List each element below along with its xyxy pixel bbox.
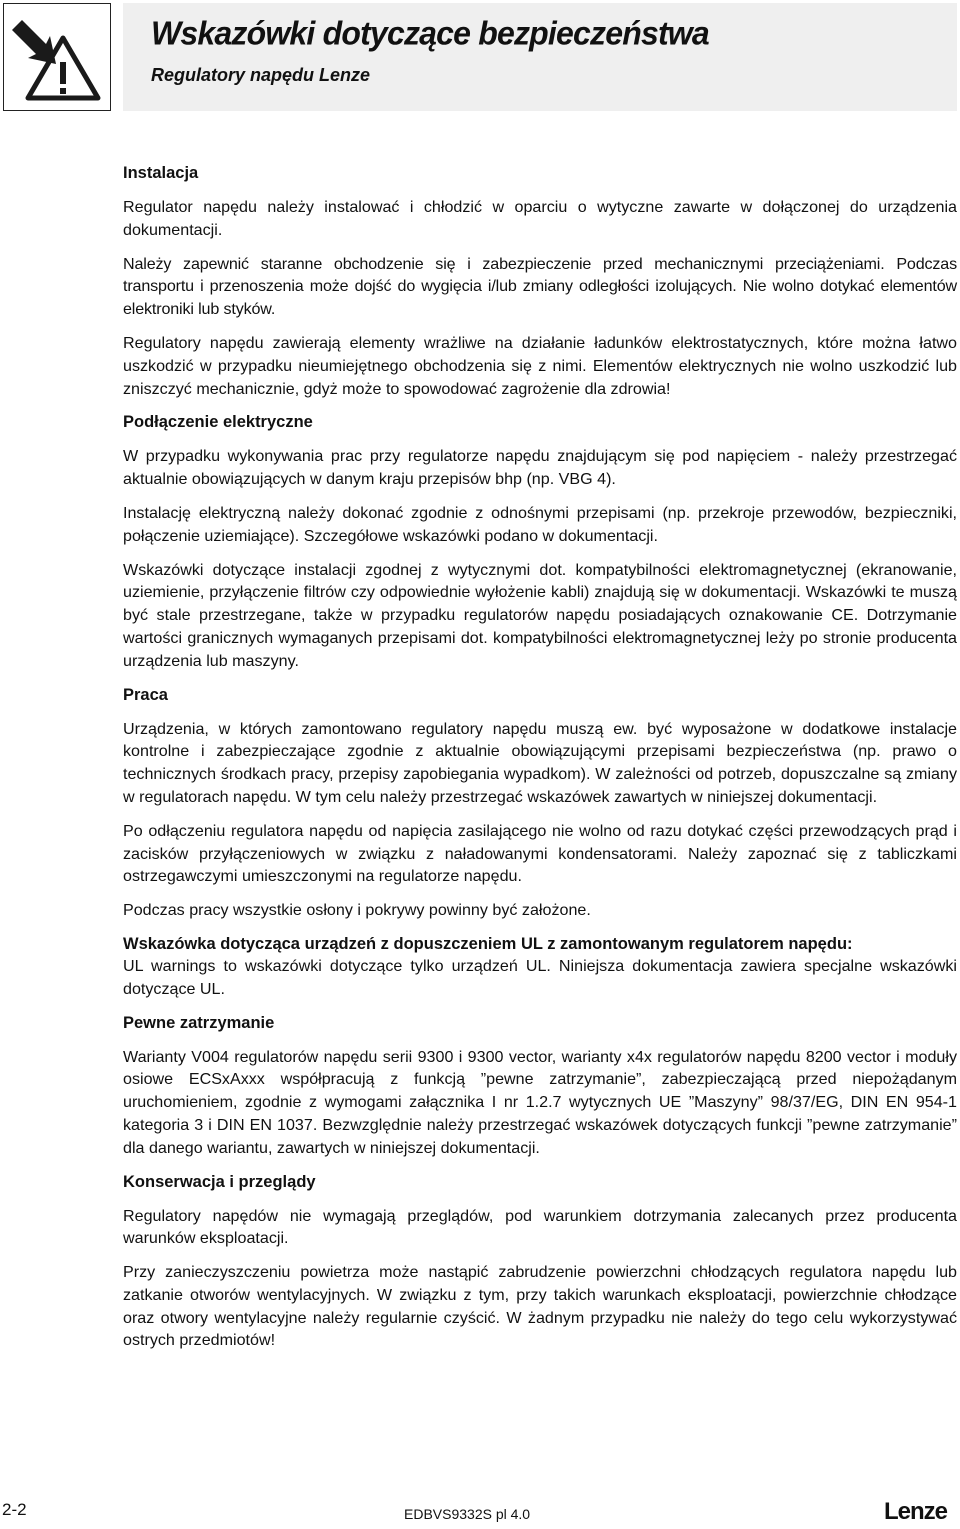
warning-arrow-icon	[3, 3, 111, 111]
heading-instalacja: Instalacja	[123, 164, 199, 182]
document-body	[123, 162, 957, 1363]
heading-ul: Wskazówka dotycząca urządzeń z dopuszczeniem UL z zamontowanym regulatorem napędu:	[123, 934, 853, 953]
paragraph: UL warnings to wskazówki dotyczące tylko urządzeń UL. Niniejsza dokumentacja zawiera specjalne wskazówki dotyczące UL.	[123, 956, 957, 998]
paragraph: Po odłączeniu regulatora napędu od napięcia zasilającego nie wolno od razu dotykać części przewodzących prąd i zacisków przyłączeniowych w związku z naładowanymi kondensatorami. Należy zapoznać się z tabliczkami ostrzegawczymi umieszczonymi na regulatorze napędu.	[123, 821, 957, 886]
page-subtitle: Regulatory napędu Lenze	[151, 65, 371, 85]
paragraph: Wskazówki dotyczące instalacji zgodnej z wytycznymi dot. kompatybilności elektromagnetycznej (ekranowanie, uziemienie, przyłączenie filtrów czy odpowiednie wyłożenie kabli) znajdują się w dokumentacji. Wskazówki te muszą być stale przestrzegane, także w przypadku regulatorów napędu posiadających oznakowanie CE. Dotrzymanie wartości granicznych wymaganych przepisami dot. kompatybilności elektromagnetycznej leży po stronie producenta urządzenia lub maszyny.	[123, 560, 957, 670]
heading-praca: Praca	[123, 685, 168, 704]
paragraph: Regulatory napędów nie wymagają przeglądów, pod warunkiem dotrzymania zalecanych przez producenta warunków eksploatacji.	[123, 1206, 957, 1248]
paragraph: Urządzenia, w których zamontowano regulatory napędu muszą ew. być wyposażone w dodatkowe instalacje kontrolne i zabezpieczające zgodnie z aktualnie obowiązującymi przepisami bezpieczeństwa (np. prawo o technicznych środkach pracy, przepisy zapobiegania wypadkom). W zależności od potrzeb, dopuszczalne są zmiany w regulatorach napędu. W tym celu należy przestrzegać wskazówek zawartych w niniejszej dokumentacji.	[123, 719, 957, 806]
paragraph: Przy zanieczyszczeniu powietrza może nastąpić zabrudzenie powierzchni chłodzących regulatora napędu lub zatkanie otworów wentylacyjnych. W związku z tym, przy takich warunkach eksploatacji, powierzchnie chłodzące oraz otwory wentylacyjne należy regularnie czyścić. W żadnym przypadku nie należy do tego celu wykorzystywać ostrych przedmiotów!	[123, 1263, 957, 1350]
heading-podlaczenie: Podłączenie elektryczne	[123, 413, 313, 432]
lenze-logo: Lenze	[884, 1498, 948, 1525]
page-number: 2-2	[2, 1500, 27, 1519]
paragraph: W przypadku wykonywania prac przy regulatorze napędu znajdującym się pod napięciem - należy przestrzegać aktualnie obowiązujących w danym kraju przepisów bhp (np. VBG 4).	[123, 447, 957, 489]
paragraph: Warianty V004 regulatorów napędu serii 9300 i 9300 vector, warianty x4x regulatorów napędu 8200 vector i moduły osiowe ECSxAxxx współpracują z funkcją ”pewne zatrzymanie”, zabezpieczającą przed niepożądanym uruchomieniem, zgodnie z wymogami załącznika I nr 1.2.7 wytycznych UE ”Maszyny” 98/37/EG, DIN EN 954-1 kategoria 3 i DIN EN 1037. Bezwzględnie należy przestrzegać wskazówek dotyczących funkcji ”pewne zatrzymanie” dla danego wariantu, zawartych w niniejszej dokumentacji.	[123, 1047, 957, 1157]
paragraph: Instalację elektryczną należy dokonać zgodnie z odnośnymi przepisami (np. przekroje przewodów, bezpieczniki, połączenie uziemiające). Szczegółowe wskazówki podano w dokumentacji.	[123, 503, 957, 545]
paragraph: Regulator napędu należy instalować i chłodzić w oparciu o wytyczne zawarte w dołączonej do urządzenia dokumentacji.	[123, 198, 957, 239]
header-band	[123, 3, 957, 111]
document-code: EDBVS9332S pl 4.0	[404, 1506, 531, 1522]
heading-pewne-zatrzymanie: Pewne zatrzymanie	[123, 1013, 275, 1032]
paragraph: Regulatory napędu zawierają elementy wrażliwe na działanie ładunków elektrostatycznych, które można łatwo uszkodzić w przypadku nieumiejętnego obchodzenia się z nimi. Elementów elektrycznych nie wolno uszkodzić lub zniszczyć mechanicznie, gdyż może to spowodować zagrożenie dla zdrowia!	[123, 333, 957, 398]
heading-konserwacja: Konserwacja i przeglądy	[123, 1172, 316, 1191]
page-title: Wskazówki dotyczące bezpieczeństwa	[151, 14, 709, 52]
paragraph: Należy zapewnić staranne obchodzenie się i zabezpieczenie przed mechanicznymi przeciążeniami. Podczas transportu i przenoszenia może dojść do wygięcia i/lub zmiany odległości izolujących. Nie wolno dotykać elementów elektroniki lub styków.	[123, 254, 957, 319]
paragraph: Podczas pracy wszystkie osłony i pokrywy powinny być założone.	[123, 901, 591, 920]
